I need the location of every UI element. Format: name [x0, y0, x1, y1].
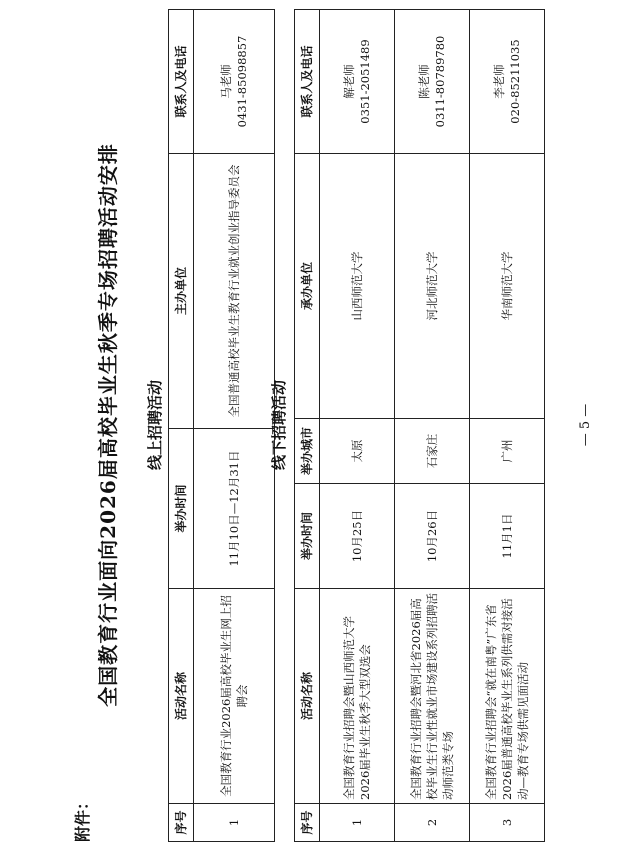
cell-contact — [395, 10, 470, 154]
cell-no: 1 — [194, 804, 275, 842]
cell-contact — [320, 10, 395, 154]
cell-contact — [194, 10, 275, 154]
contact-name: 李老师 — [492, 64, 506, 99]
contact-name: 解老师 — [342, 64, 356, 99]
header-city: 举办城市 — [295, 419, 320, 484]
cell-city: 石家庄 — [395, 419, 470, 484]
table-row — [395, 10, 470, 842]
cell-contact — [470, 10, 545, 154]
cell-name: 全国教育行业招聘会“就在南粤”广东省2026届普通高校毕业生系列供需对接活动—教育专场供需见面活动 — [470, 589, 545, 804]
table-row — [320, 10, 395, 842]
cell-city: 太原 — [320, 419, 395, 484]
cell-organizer: 河北师范大学 — [395, 154, 470, 419]
attachment-label: 附件： — [73, 793, 92, 842]
contact-phone: 0351-2051489 — [358, 39, 372, 124]
online-section-title: 线上招聘活动 — [146, 380, 164, 471]
table-header-row — [169, 10, 194, 842]
header-name: 活动名称 — [295, 589, 320, 804]
contact-name: 马老师 — [219, 64, 233, 99]
cell-name: 全国教育行业招聘会暨河北省2026届高校毕业生行业性就业市场建设系列招聘活动师范类专场 — [395, 589, 470, 804]
table-row — [470, 10, 545, 842]
cell-no: 3 — [470, 804, 545, 842]
contact-name: 陈老师 — [417, 64, 431, 99]
header-name: 活动名称 — [169, 589, 194, 804]
table-row — [194, 10, 275, 842]
cell-time: 10月26日 — [395, 484, 470, 589]
header-no: 序号 — [295, 804, 320, 842]
header-contact: 联系人及电话 — [169, 10, 194, 154]
contact-phone: 0431-85098857 — [235, 35, 249, 128]
contact-phone: 020-85211035 — [508, 39, 522, 124]
header-host: 主办单位 — [169, 154, 194, 429]
offline-section-title: 线下招聘活动 — [270, 380, 288, 471]
header-organizer: 承办单位 — [295, 154, 320, 419]
header-time: 举办时间 — [295, 484, 320, 589]
online-events-table — [168, 9, 275, 842]
table-header-row — [295, 10, 320, 842]
cell-name: 全国教育行业2026届高校毕业生网上招聘会 — [194, 589, 275, 804]
contact-phone: 0311-80789780 — [433, 35, 447, 128]
cell-organizer: 山西师范大学 — [320, 154, 395, 419]
page-number: — 5 — — [578, 403, 593, 447]
cell-no: 1 — [320, 804, 395, 842]
offline-events-table — [294, 9, 545, 842]
cell-host: 全国普通高校毕业生教育行业就业创业指导委员会 — [194, 154, 275, 429]
cell-time: 11月1日 — [470, 484, 545, 589]
cell-time: 11月10日—12月31日 — [194, 429, 275, 589]
document-title: 全国教育行业面向2026届高校毕业生秋季专场招聘活动安排 — [96, 143, 120, 707]
cell-city: 广州 — [470, 419, 545, 484]
header-no: 序号 — [169, 804, 194, 842]
cell-time: 10月25日 — [320, 484, 395, 589]
cell-name: 全国教育行业招聘会暨山西师范大学2026届毕业生秋季大型双选会 — [320, 589, 395, 804]
header-time: 举办时间 — [169, 429, 194, 589]
header-contact: 联系人及电话 — [295, 10, 320, 154]
cell-no: 2 — [395, 804, 470, 842]
cell-organizer: 华南师范大学 — [470, 154, 545, 419]
